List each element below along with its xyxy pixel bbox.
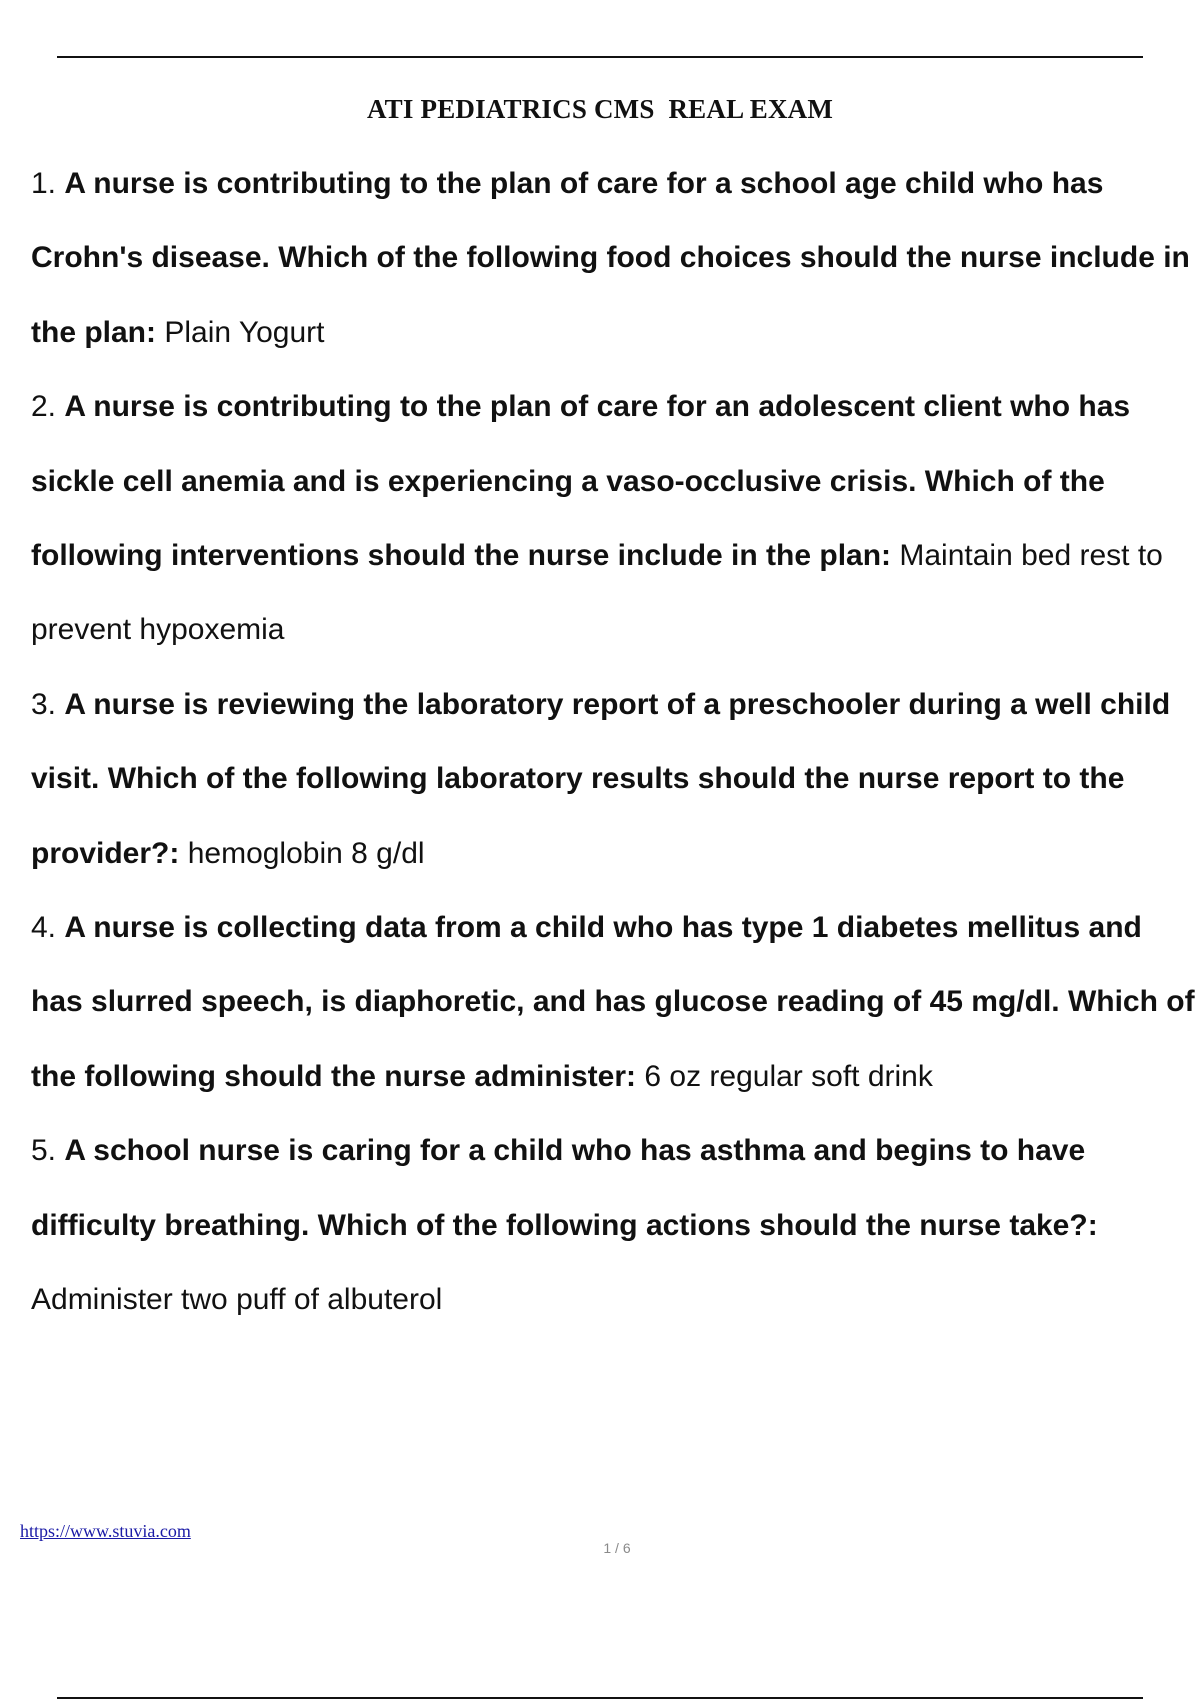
source-link[interactable]: https://www.stuvia.com (20, 1521, 191, 1541)
question-item (31, 370, 1200, 668)
question-number: 5. (31, 1134, 57, 1168)
question-answer: Plain Yogurt (164, 315, 325, 349)
question-number: 3. (31, 687, 57, 721)
question-number: 4. (31, 911, 57, 945)
question-item (31, 891, 1200, 1114)
question-text: A school nurse is caring for a child who has asthma and begins to have difficulty breathing. Which of the following actions should the nurse take?: (31, 1134, 1098, 1242)
question-list (31, 147, 1200, 1338)
question-number: 1. (31, 167, 57, 200)
question-number: 2. (31, 390, 57, 424)
question-text: A nurse is contributing to the plan of care for a school age child who has Crohn's disease. Which of the following food choices should the nurse include in the plan: (31, 167, 1190, 349)
question-answer: hemoglobin 8 g/dl (187, 836, 425, 870)
question-text: A nurse is collecting data from a child who has type 1 diabetes mellitus and has slurred speech, is diaphoretic, and has glucose reading of 45 mg/dl. Which of the following should the nurse administer: (31, 911, 1195, 1093)
question-item (31, 147, 1200, 370)
question-text: A nurse is reviewing the laboratory report of a preschooler during a well child visit. Which of the following laboratory results should the nurse report to the provider?: (31, 687, 1171, 870)
question-item (31, 1114, 1200, 1337)
question-text: A nurse is contributing to the plan of care for an adolescent client who has sickle cell anemia and is experiencing a vaso-occlusive crisis. Which of the following interventions should the nurse include in the plan: (31, 390, 1131, 573)
top-rule (57, 56, 1143, 58)
document-title: ATI PEDIATRICS CMS REAL EXAM (366, 94, 834, 124)
question-answer: Maintain bed rest to prevent hypoxemia (31, 539, 1163, 647)
page-counter: 1 / 6 (603, 1540, 631, 1556)
bottom-rule (57, 1697, 1143, 1699)
question-item (31, 668, 1200, 891)
question-answer: Administer two puff of albuterol (31, 1283, 443, 1317)
question-answer: 6 oz regular soft drink (644, 1059, 933, 1093)
